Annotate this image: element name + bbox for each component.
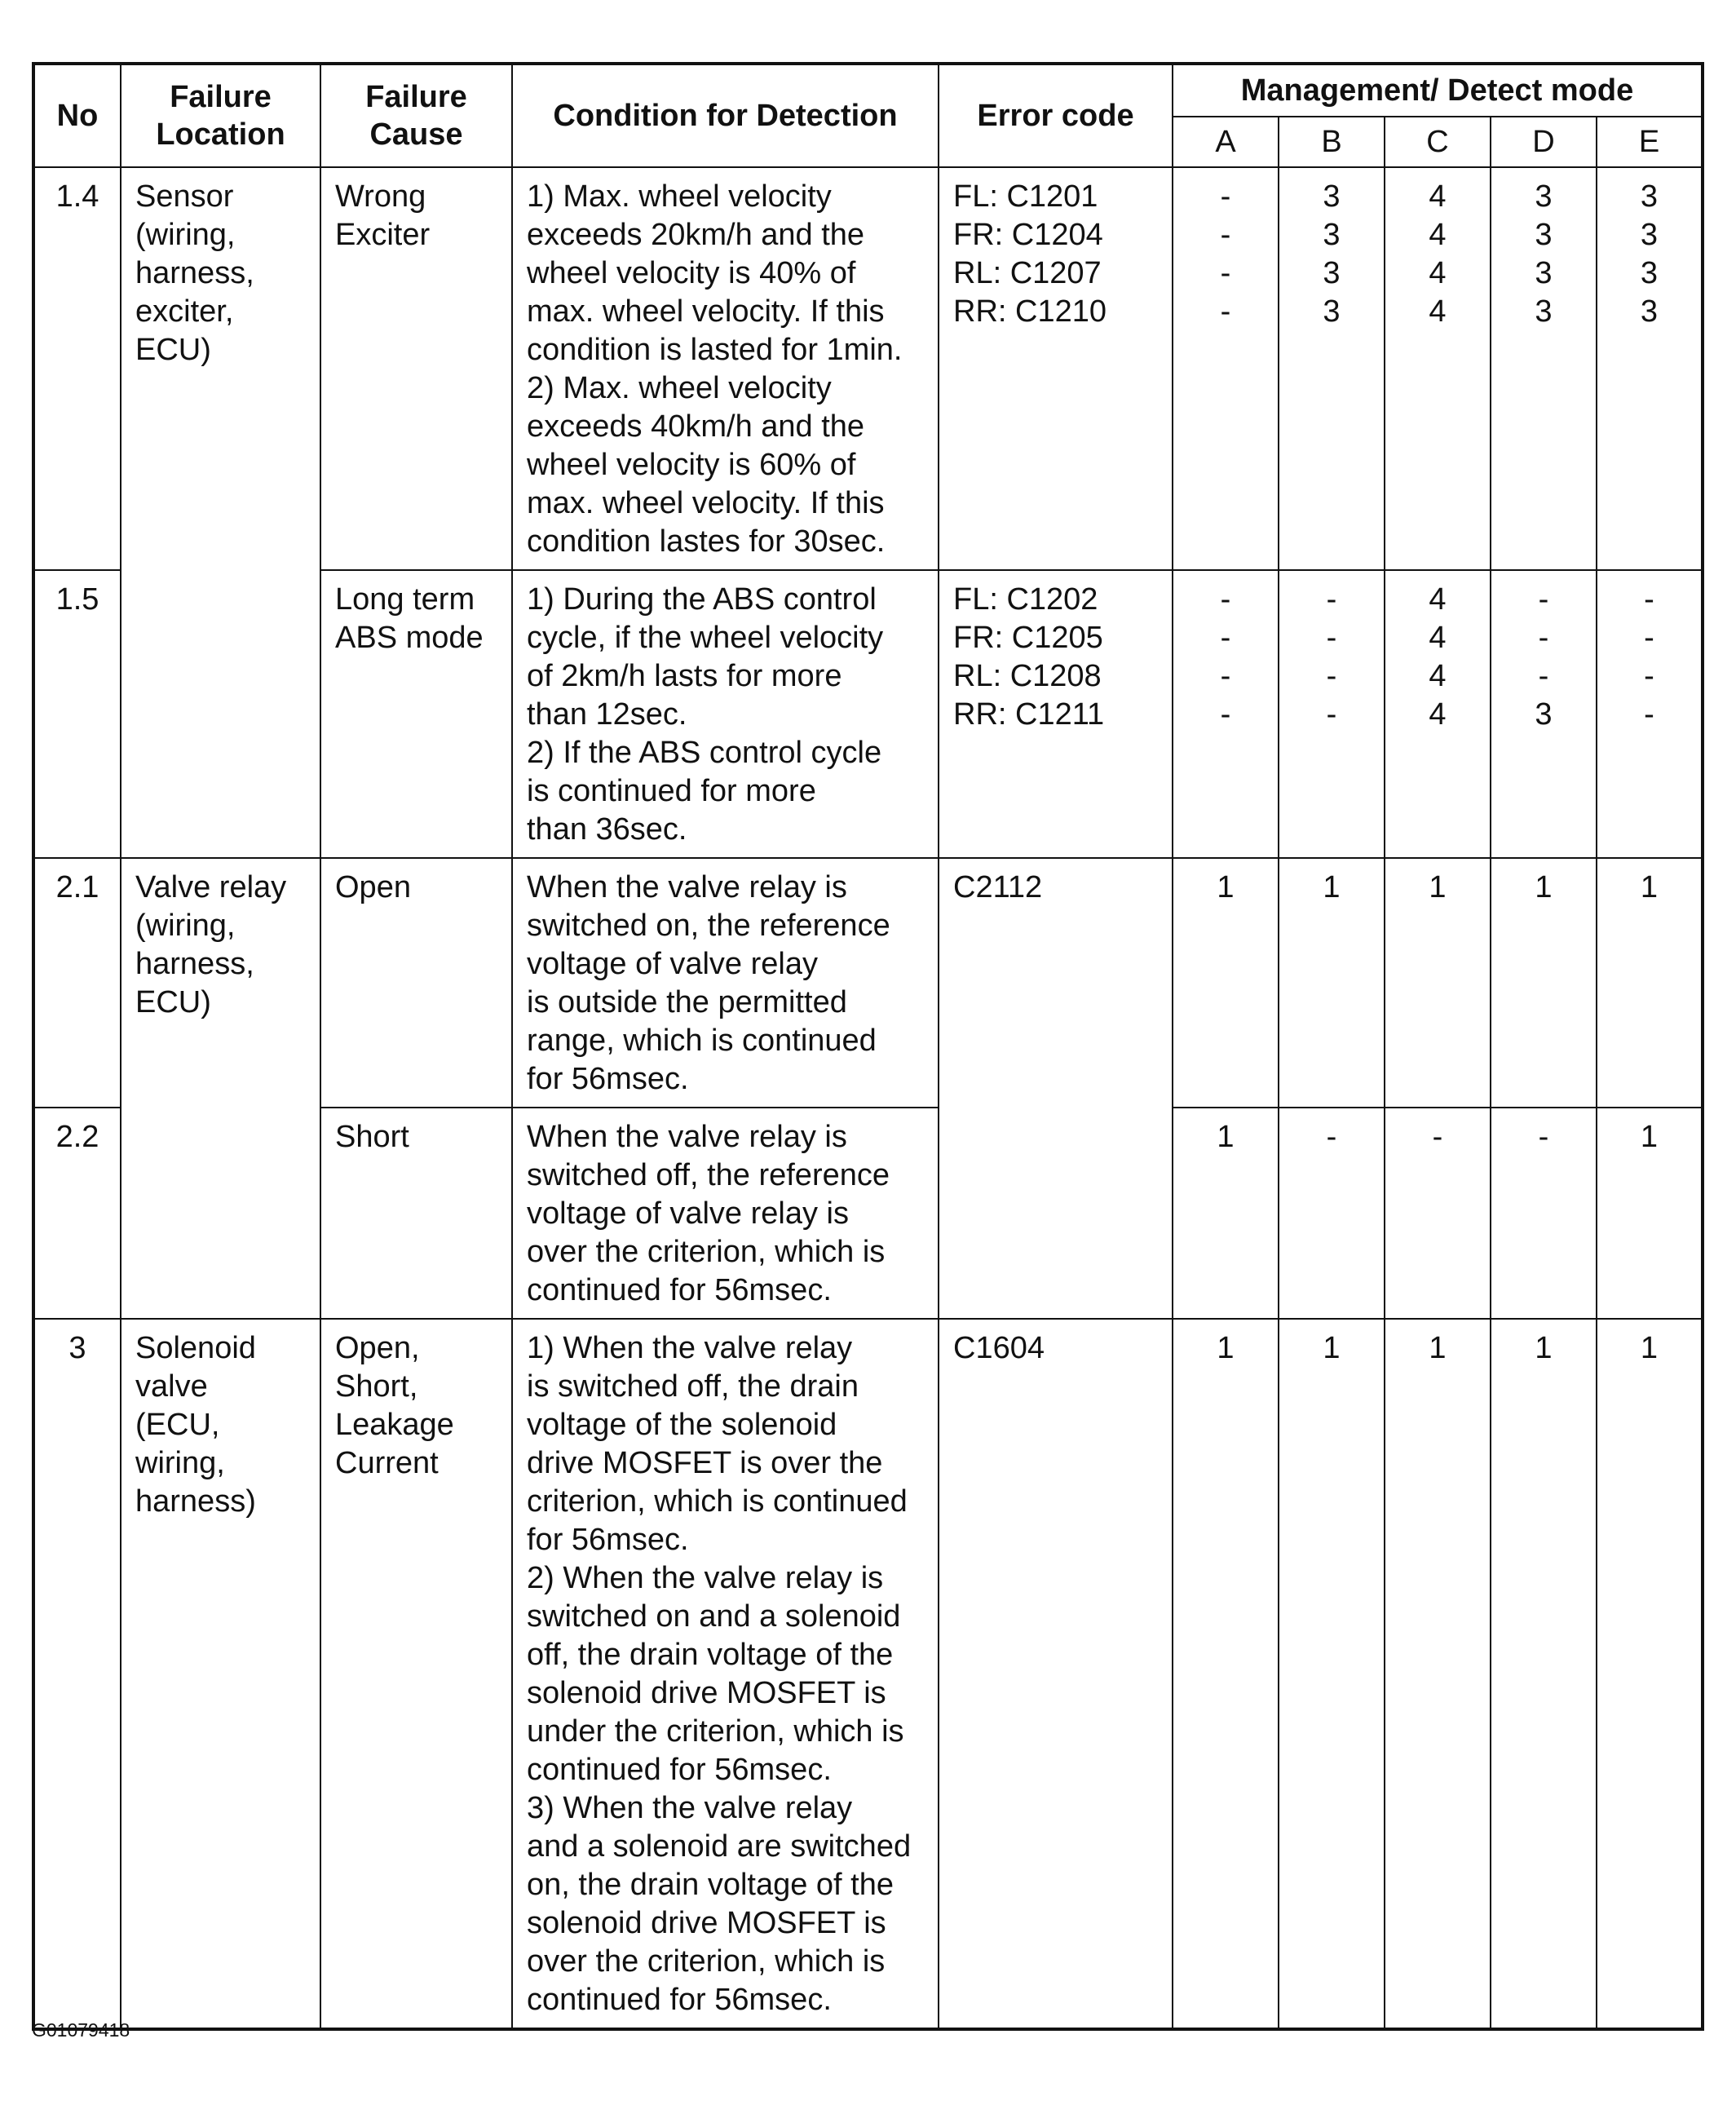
mode-value-cell [1491,859,1596,915]
condition-line: under the criterion, which is [527,1714,904,1749]
error-code-line: C1604 [953,1331,1045,1365]
condition-line: 1) When the valve relay [527,1331,853,1365]
mode-value-cell [1385,1320,1490,1376]
error-code-line: FR: C1205 [953,621,1103,655]
error-code-cell [939,1320,1172,1376]
table-body [33,167,1703,2029]
mode-value-line: 3 [1323,179,1341,214]
condition-line: condition lastes for 30sec. [527,524,886,559]
condition-line: is switched off, the drain [527,1369,859,1404]
condition-line: solenoid drive MOSFET is [527,1906,886,1940]
failure-cause-line: Current [335,1446,439,1480]
condition-line: max. wheel velocity. If this [527,486,885,520]
header-mode-a: A [1173,117,1279,167]
mode-value-line: 4 [1429,179,1447,214]
mode-value-line: 3 [1640,256,1659,290]
mode-value-cell [1173,1108,1278,1165]
mode-value-line: - [1220,582,1231,617]
mode-value-line: 4 [1429,218,1447,252]
mode-value-line: - [1326,1120,1337,1154]
mode-value-line: - [1326,659,1337,693]
mode-value-line: 3 [1640,294,1659,329]
cell-mode-c [1385,1108,1491,1319]
mode-value-line: 3 [1535,697,1553,732]
condition-line: voltage of valve relay is [527,1196,849,1231]
condition-line: is continued for more [527,774,816,808]
header-no: No [33,64,121,167]
failure-cause-line: Wrong [335,179,426,214]
cell-failure-cause [320,1108,512,1319]
cell-failure-cause [320,570,512,858]
mode-value-cell [1279,859,1384,915]
condition-cell [513,1320,938,2028]
condition-line: switched on and a solenoid [527,1599,901,1634]
header-error-code: Error code [939,64,1173,167]
failure-location-line: valve [135,1369,208,1404]
mode-value-cell [1597,168,1701,339]
table-row [33,858,1703,1108]
cell-mode-c [1385,1319,1491,2029]
mode-value-line: - [1538,582,1549,617]
no-value: 2.1 [55,870,99,904]
condition-line: continued for 56msec. [527,1753,832,1787]
condition-line: and a solenoid are switched [527,1829,912,1864]
condition-line: over the criterion, which is [527,1944,886,1979]
condition-line: condition is lasted for 1min. [527,333,903,367]
cell-no [33,858,121,1108]
condition-line: of 2km/h lasts for more [527,659,842,693]
header-mode-b: B [1279,117,1385,167]
cell-mode-c [1385,167,1491,570]
condition-cell [513,859,938,1107]
condition-line: 1) During the ABS control [527,582,877,617]
cell-failure-location [121,1319,320,2029]
condition-line: is outside the permitted [527,985,847,1019]
cell-mode-e [1597,1319,1703,2029]
condition-line: exceeds 20km/h and the [527,218,865,252]
mode-value-line: 1 [1429,1331,1447,1365]
mode-value-line: - [1220,697,1231,732]
mode-value-line: 4 [1429,582,1447,617]
error-code-line: RL: C1207 [953,256,1102,290]
mode-value-line: 1 [1217,1331,1235,1365]
header-mode-c: C [1385,117,1491,167]
mode-value-cell [1173,859,1278,915]
failure-cause-line: Open [335,870,411,904]
condition-line: off, the drain voltage of the [527,1638,894,1672]
cell-mode-a [1173,1108,1279,1319]
failure-location-line: wiring, [135,1446,225,1480]
error-code-line: FR: C1204 [953,218,1103,252]
mode-value-line: 4 [1429,621,1447,655]
condition-line: When the valve relay is [527,1120,847,1154]
mode-value-line: 3 [1323,218,1341,252]
mode-value-line: - [1644,582,1654,617]
cell-failure-cause [320,167,512,570]
mode-value-line: - [1538,621,1549,655]
cell-no [33,1319,121,2029]
failure-cause-cell [321,571,511,666]
mode-value-line: 3 [1535,218,1553,252]
failure-cause-line: ABS mode [335,621,484,655]
cell-mode-e [1597,858,1703,1108]
cell-condition [512,1319,939,2029]
failure-detection-table [32,62,1704,2031]
mode-value-cell [1491,168,1596,339]
mode-value-line: 3 [1535,294,1553,329]
condition-line: for 56msec. [527,1062,689,1096]
condition-line: When the valve relay is [527,870,847,904]
condition-line: for 56msec. [527,1523,689,1557]
mode-value-cell [1385,571,1490,742]
mode-value-cell [1491,1320,1596,1376]
header-mode-group: Management/ Detect mode [1173,64,1703,117]
condition-line: wheel velocity is 60% of [527,448,856,482]
failure-location-line: exciter, [135,294,234,329]
failure-location-line: Solenoid [135,1331,256,1365]
table-row [33,1319,1703,2029]
mode-value-cell [1385,1108,1490,1165]
condition-line: 1) Max. wheel velocity [527,179,832,214]
mode-value-line: - [1644,697,1654,732]
cell-mode-d [1491,1319,1597,2029]
condition-line: range, which is continued [527,1024,877,1058]
condition-line: continued for 56msec. [527,1273,832,1307]
error-code-line: RR: C1210 [953,294,1107,329]
cell-mode-b [1279,570,1385,858]
diagnostic-table-sheet [32,62,1701,2031]
error-code-cell [939,859,1172,915]
mode-value-line: - [1326,582,1337,617]
failure-cause-cell [321,1320,511,1491]
cell-mode-b [1279,167,1385,570]
mode-value-line: 3 [1323,256,1341,290]
failure-location-line: Sensor [135,179,234,214]
condition-line: voltage of valve relay [527,947,818,981]
mode-value-cell [1385,859,1490,915]
cell-mode-c [1385,570,1491,858]
condition-line: continued for 56msec. [527,1983,832,2017]
mode-value-cell [1385,168,1490,339]
header-mode-d: D [1491,117,1597,167]
mode-value-line: - [1220,218,1231,252]
mode-value-cell [1173,1320,1278,1376]
condition-line: voltage of the solenoid [527,1408,837,1442]
failure-location-line: (wiring, [135,909,236,943]
mode-value-line: 4 [1429,659,1447,693]
mode-value-line: - [1326,621,1337,655]
cell-mode-a [1173,858,1279,1108]
condition-line: 2) When the valve relay is [527,1561,884,1595]
error-code-line: C2112 [953,870,1043,904]
mode-value-cell [1279,571,1384,742]
cell-mode-d [1491,167,1597,570]
failure-cause-cell [321,168,511,263]
failure-cause-line: Short, [335,1369,418,1404]
cell-no [33,167,121,570]
mode-value-line: 1 [1217,870,1235,904]
mode-value-line: 1 [1640,870,1659,904]
failure-location-cell [121,859,320,1030]
failure-cause-line: Leakage [335,1408,454,1442]
cell-error-code [939,570,1173,858]
error-code-cell [939,168,1172,339]
failure-location-line: (ECU, [135,1408,220,1442]
mode-value-line: 3 [1640,179,1659,214]
cell-mode-d [1491,570,1597,858]
cell-mode-b [1279,1319,1385,2029]
error-code-line: RR: C1211 [953,697,1105,732]
cell-condition [512,570,939,858]
cell-condition [512,1108,939,1319]
cell-error-code [939,858,1173,1319]
mode-value-line: - [1220,256,1231,290]
error-code-line: FL: C1201 [953,179,1098,214]
condition-line: switched off, the reference [527,1158,890,1192]
mode-value-line: 3 [1640,218,1659,252]
cell-failure-cause [320,1319,512,2029]
mode-value-line: 4 [1429,697,1447,732]
error-code-line: FL: C1202 [953,582,1098,617]
mode-value-cell [1279,168,1384,339]
cell-mode-a [1173,1319,1279,2029]
mode-value-line: - [1538,659,1549,693]
header-mode-e: E [1597,117,1703,167]
mode-value-line: - [1220,179,1231,214]
failure-cause-line: Long term [335,582,475,617]
cell-mode-e [1597,167,1703,570]
cell-mode-d [1491,1108,1597,1319]
mode-value-line: 1 [1535,1331,1553,1365]
header-failure-cause-line: Cause [369,117,463,152]
cell-no [33,570,121,858]
mode-value-line: 3 [1535,256,1553,290]
failure-location-cell [121,168,320,378]
cell-no [33,1108,121,1319]
mode-value-cell [1491,571,1596,742]
failure-cause-line: Open, [335,1331,420,1365]
cell-condition [512,858,939,1108]
condition-line: criterion, which is continued [527,1484,908,1519]
cell-mode-e [1597,570,1703,858]
mode-value-line: - [1538,1120,1549,1154]
mode-value-cell [1279,1320,1384,1376]
cell-mode-e [1597,1108,1703,1319]
failure-cause-line: Exciter [335,218,431,252]
condition-line: 2) Max. wheel velocity [527,371,832,405]
mode-value-line: - [1644,621,1654,655]
cell-error-code [939,1319,1173,2029]
condition-cell [513,1108,938,1318]
mode-value-cell [1279,1108,1384,1165]
mode-value-cell [1597,1320,1701,1376]
mode-value-line: 4 [1429,256,1447,290]
condition-line: switched on, the reference [527,909,890,943]
mode-value-cell [1597,571,1701,742]
header-condition: Condition for Detection [512,64,939,167]
mode-value-line: - [1326,697,1337,732]
cell-mode-a [1173,167,1279,570]
mode-value-line: - [1220,294,1231,329]
mode-value-cell [1173,168,1278,339]
condition-cell [513,168,938,569]
cell-mode-b [1279,858,1385,1108]
condition-line: drive MOSFET is over the [527,1446,883,1480]
cell-failure-location [121,167,320,858]
figure-code: G01079418 [32,2019,130,2041]
error-code-cell [939,571,1172,742]
mode-value-line: 4 [1429,294,1447,329]
condition-cell [513,571,938,857]
mode-value-line: - [1220,621,1231,655]
mode-value-cell [1597,1108,1701,1165]
condition-line: solenoid drive MOSFET is [527,1676,886,1710]
condition-line: 2) If the ABS control cycle [527,736,882,770]
mode-value-line: - [1220,659,1231,693]
failure-cause-line: Short [335,1120,409,1154]
cell-failure-location [121,858,320,1319]
condition-line: max. wheel velocity. If this [527,294,885,329]
mode-value-cell [1597,859,1701,915]
no-value: 1.4 [55,179,99,214]
cell-mode-c [1385,858,1491,1108]
failure-location-line: (wiring, [135,218,236,252]
mode-value-cell [1173,571,1278,742]
cell-error-code [939,167,1173,570]
error-code-line: RL: C1208 [953,659,1102,693]
mode-value-line: 1 [1323,1331,1341,1365]
mode-value-line: 1 [1323,870,1341,904]
cell-mode-b [1279,1108,1385,1319]
condition-line: than 12sec. [527,697,687,732]
mode-value-line: - [1432,1120,1443,1154]
condition-line: 3) When the valve relay [527,1791,853,1825]
mode-value-line: 1 [1429,870,1447,904]
mode-value-line: 3 [1535,179,1553,214]
mode-value-line: 1 [1535,870,1553,904]
condition-line: than 36sec. [527,812,687,847]
condition-line: exceeds 40km/h and the [527,409,865,444]
header-failure-cause-line: Failure [365,80,467,114]
mode-value-line: 1 [1217,1120,1235,1154]
cell-condition [512,167,939,570]
condition-line: over the criterion, which is [527,1235,886,1269]
mode-value-cell [1491,1108,1596,1165]
header-failure-cause [320,64,512,167]
no-value: 1.5 [55,582,99,617]
failure-cause-cell [321,1108,511,1165]
failure-cause-cell [321,859,511,915]
cell-failure-cause [320,858,512,1108]
failure-location-line: ECU) [135,333,211,367]
condition-line: wheel velocity is 40% of [527,256,856,290]
failure-location-line: harness) [135,1484,256,1519]
no-value: 3 [68,1331,86,1365]
no-value: 2.2 [55,1120,99,1154]
failure-location-line: ECU) [135,985,211,1019]
header-failure-location [121,64,320,167]
table-row [33,167,1703,570]
condition-line: cycle, if the wheel velocity [527,621,884,655]
cell-mode-a [1173,570,1279,858]
failure-location-line: harness, [135,947,254,981]
mode-value-line: 1 [1640,1331,1659,1365]
header-failure-location-line: Failure [170,80,272,114]
mode-value-line: 3 [1323,294,1341,329]
failure-location-line: harness, [135,256,254,290]
condition-line: on, the drain voltage of the [527,1868,894,1902]
cell-mode-d [1491,858,1597,1108]
mode-value-line: 1 [1640,1120,1659,1154]
header-failure-location-line: Location [156,117,285,152]
failure-location-line: Valve relay [135,870,287,904]
mode-value-line: - [1644,659,1654,693]
failure-location-cell [121,1320,320,1529]
